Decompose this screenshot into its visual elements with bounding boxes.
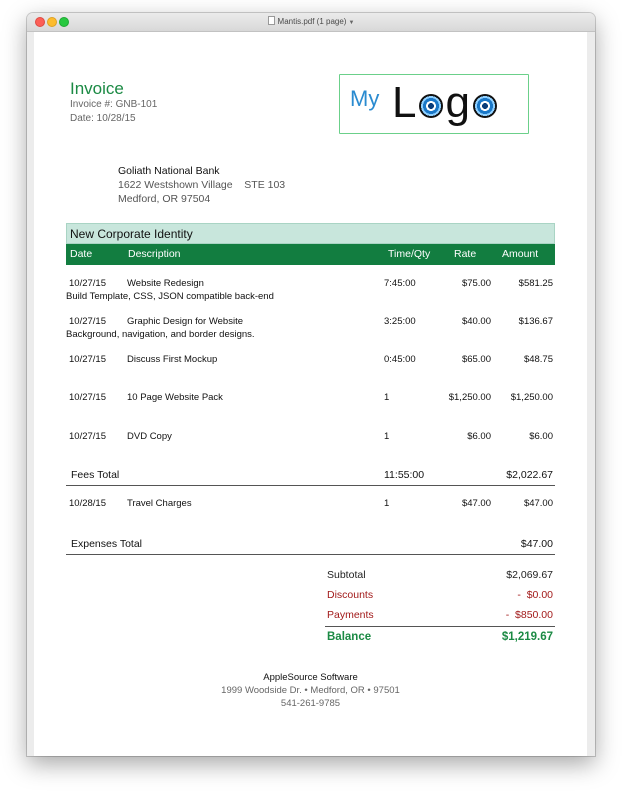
logo-letter-l: L bbox=[392, 78, 418, 127]
row-date: 10/27/15 bbox=[69, 392, 106, 403]
row-date: 10/27/15 bbox=[69, 316, 106, 327]
footer-address: 1999 Woodside Dr. • Medford, OR • 97501 bbox=[221, 685, 400, 696]
title-bar[interactable] bbox=[27, 13, 595, 32]
row-time-qty: 3:25:00 bbox=[384, 316, 416, 327]
payments-value: - $850.00 bbox=[505, 609, 553, 621]
row-time-qty: 1 bbox=[384, 392, 390, 403]
logo-eye-icon bbox=[473, 94, 497, 118]
expenses-total-label: Expenses Total bbox=[71, 538, 143, 550]
client-address-line2: Medford, OR 97504 bbox=[118, 193, 211, 205]
client-address-line1: 1622 Westshown Village STE 103 bbox=[118, 179, 286, 191]
subtotal-label: Subtotal bbox=[327, 569, 366, 581]
row-date: 10/27/15 bbox=[69, 354, 106, 365]
row-description: 10 Page Website Pack bbox=[127, 392, 223, 403]
chevron-down-icon[interactable]: ▼ bbox=[348, 20, 355, 26]
row-note: Background, navigation, and border designs. bbox=[66, 329, 255, 340]
preview-window bbox=[27, 13, 595, 756]
row-amount: $1,250.00 bbox=[510, 392, 553, 403]
header-rate: Rate bbox=[454, 248, 477, 260]
project-header: New Corporate Identity bbox=[66, 223, 555, 244]
logo-letter-g: g bbox=[445, 78, 471, 127]
table-header bbox=[66, 244, 555, 265]
row-time-qty: 0:45:00 bbox=[384, 354, 416, 365]
row-note: Build Template, CSS, JSON compatible back-end bbox=[66, 291, 274, 302]
row-description: Graphic Design for Website bbox=[127, 316, 243, 327]
header-date: Date bbox=[70, 248, 93, 260]
row-date: 10/27/15 bbox=[69, 431, 106, 442]
invoice-date: Date: 10/28/15 bbox=[70, 113, 136, 124]
summary-divider bbox=[325, 626, 555, 627]
footer-company: AppleSource Software bbox=[263, 672, 358, 683]
discounts-label: Discounts bbox=[327, 589, 374, 601]
header-amount: Amount bbox=[502, 248, 539, 260]
window-title-text: Mantis.pdf (1 page) bbox=[277, 17, 347, 26]
row-date: 10/28/15 bbox=[69, 498, 106, 509]
expenses-total-amount: $47.00 bbox=[520, 538, 553, 550]
row-time-qty: 1 bbox=[384, 498, 390, 509]
row-rate: $75.00 bbox=[461, 278, 491, 289]
row-amount: $136.67 bbox=[518, 316, 553, 327]
invoice-title: Invoice bbox=[70, 79, 124, 98]
row-date: 10/27/15 bbox=[69, 278, 106, 289]
expenses-total-row bbox=[66, 538, 555, 555]
discounts-row bbox=[325, 589, 555, 605]
row-description: Discuss First Mockup bbox=[127, 354, 218, 365]
pdf-page bbox=[34, 32, 587, 756]
payments-row bbox=[325, 609, 555, 625]
window-title[interactable] bbox=[27, 16, 595, 26]
header-time-qty: Time/Qty bbox=[388, 248, 431, 260]
header-description: Description bbox=[128, 248, 181, 260]
subtotal-value: $2,069.67 bbox=[506, 569, 553, 581]
row-time-qty: 1 bbox=[384, 431, 390, 442]
row-rate: $47.00 bbox=[461, 498, 491, 509]
row-rate: $40.00 bbox=[461, 316, 491, 327]
row-description: Website Redesign bbox=[127, 278, 204, 289]
row-rate: $6.00 bbox=[467, 431, 491, 442]
payments-label: Payments bbox=[327, 609, 374, 621]
logo-wordmark bbox=[392, 75, 499, 131]
balance-row bbox=[325, 631, 555, 647]
fees-total-time: 11:55:00 bbox=[384, 469, 425, 481]
fees-total-amount: $2,022.67 bbox=[506, 469, 553, 481]
subtotal-row bbox=[325, 569, 555, 585]
discounts-value: - $0.00 bbox=[517, 589, 553, 601]
row-amount: $47.00 bbox=[523, 498, 553, 509]
fees-total-label: Fees Total bbox=[71, 469, 120, 481]
client-name: Goliath National Bank bbox=[118, 165, 220, 177]
pdf-document-icon bbox=[268, 16, 275, 25]
invoice-number: Invoice #: GNB-101 bbox=[70, 99, 158, 110]
row-rate: $65.00 bbox=[461, 354, 491, 365]
row-rate: $1,250.00 bbox=[448, 392, 491, 403]
company-logo bbox=[339, 74, 529, 134]
balance-value: $1,219.67 bbox=[501, 631, 553, 643]
row-description: Travel Charges bbox=[127, 498, 192, 509]
logo-my-text: My bbox=[350, 86, 380, 111]
footer-phone: 541-261-9785 bbox=[280, 698, 341, 709]
row-amount: $48.75 bbox=[523, 354, 553, 365]
row-time-qty: 7:45:00 bbox=[384, 278, 416, 289]
fees-total-row bbox=[66, 469, 555, 486]
logo-eye-icon bbox=[419, 94, 443, 118]
row-amount: $581.25 bbox=[518, 278, 553, 289]
row-amount: $6.00 bbox=[529, 431, 553, 442]
row-description: DVD Copy bbox=[127, 431, 172, 442]
balance-label: Balance bbox=[327, 631, 372, 643]
